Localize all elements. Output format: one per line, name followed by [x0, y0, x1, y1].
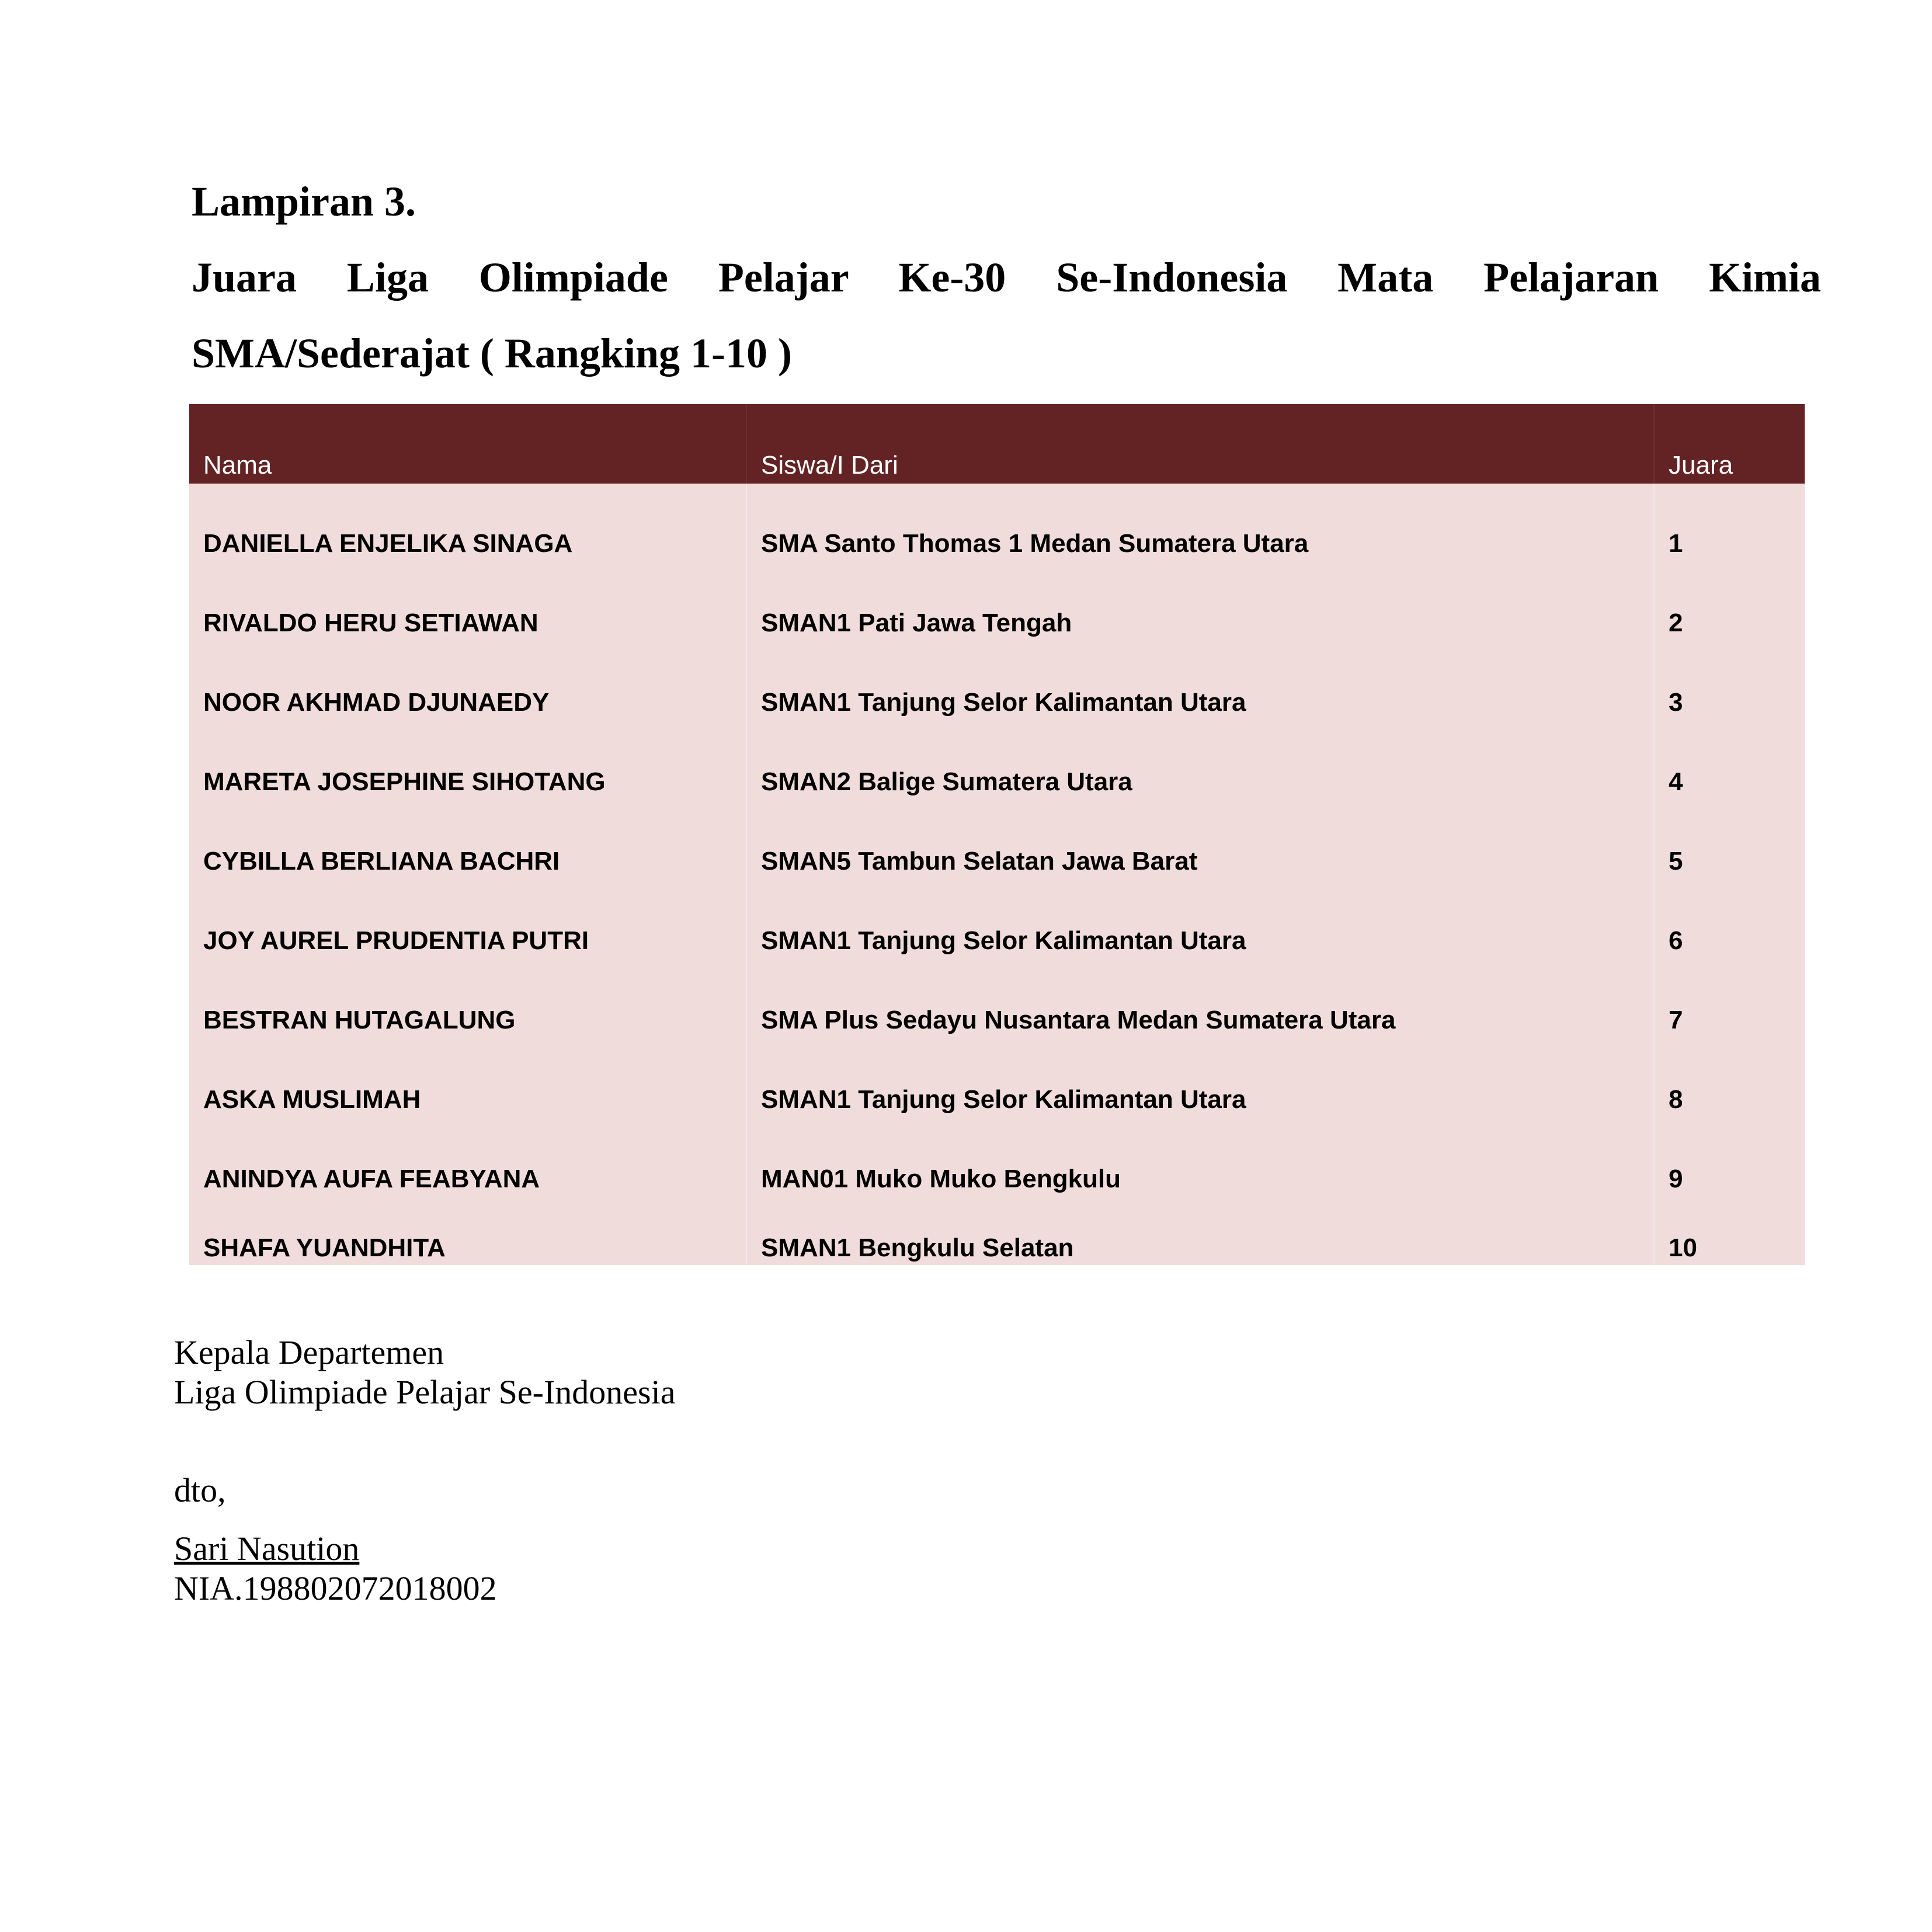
- signer-name: Sari Nasution: [174, 1530, 360, 1568]
- cell-juara: 7: [1669, 1006, 1683, 1034]
- table-row: [189, 801, 1805, 881]
- table-row: [189, 484, 1805, 563]
- cell-asal: SMAN5 Tambun Selatan Jawa Barat: [746, 801, 1654, 881]
- table-header-row: [189, 404, 1805, 484]
- cell-nama: BESTRAN HUTAGALUNG: [189, 960, 746, 1040]
- cell-asal: MAN01 Muko Muko Bengkulu: [746, 1119, 1654, 1198]
- document-title-line-1: Juara Liga Olimpiade Pelajar Ke-30 Se-Indonesia Mata Pelajaran Kimia: [192, 254, 1821, 301]
- table-row: [189, 642, 1805, 722]
- cell-juara: 1: [1669, 529, 1683, 558]
- cell-juara: 3: [1669, 688, 1683, 717]
- position-title: Kepala Departemen: [174, 1333, 444, 1371]
- cell-juara: 6: [1669, 926, 1683, 955]
- table-row: [189, 881, 1805, 960]
- dto-label: dto,: [174, 1471, 226, 1509]
- cell-nama: SHAFA YUANDHITA: [189, 1198, 746, 1265]
- cell-nama: ASKA MUSLIMAH: [189, 1040, 746, 1119]
- cell-nama: CYBILLA BERLIANA BACHRI: [189, 801, 746, 881]
- cell-nama: MARETA JOSEPHINE SIHOTANG: [189, 722, 746, 801]
- cell-juara: 4: [1669, 767, 1683, 796]
- column-header-juara: Juara: [1669, 451, 1733, 479]
- column-header-nama: Nama: [189, 404, 746, 484]
- column-header-asal: Siswa/I Dari: [746, 404, 1654, 484]
- cell-juara: 2: [1669, 609, 1683, 637]
- cell-juara: 5: [1669, 847, 1683, 875]
- appendix-label: Lampiran 3.: [192, 178, 416, 225]
- signer-id: NIA.198802072018002: [174, 1569, 497, 1607]
- cell-juara: 10: [1669, 1233, 1697, 1262]
- winners-table: [189, 404, 1805, 1265]
- cell-asal: SMAN1 Bengkulu Selatan: [746, 1198, 1654, 1265]
- table-row: [189, 563, 1805, 642]
- table-row: [189, 722, 1805, 801]
- cell-asal: SMAN1 Tanjung Selor Kalimantan Utara: [746, 1040, 1654, 1119]
- cell-asal: SMA Santo Thomas 1 Medan Sumatera Utara: [746, 484, 1654, 563]
- table-row: [189, 1198, 1805, 1265]
- table-row: [189, 960, 1805, 1040]
- cell-nama: NOOR AKHMAD DJUNAEDY: [189, 642, 746, 722]
- cell-nama: DANIELLA ENJELIKA SINAGA: [189, 484, 746, 563]
- cell-asal: SMAN1 Tanjung Selor Kalimantan Utara: [746, 642, 1654, 722]
- table-row: [189, 1040, 1805, 1119]
- cell-juara: 8: [1669, 1085, 1683, 1114]
- document-title-line-2: SMA/Sederajat ( Rangking 1-10 ): [192, 330, 792, 377]
- cell-asal: SMA Plus Sedayu Nusantara Medan Sumatera Utara: [746, 960, 1654, 1040]
- cell-nama: ANINDYA AUFA FEABYANA: [189, 1119, 746, 1198]
- cell-asal: SMAN1 Pati Jawa Tengah: [746, 563, 1654, 642]
- cell-asal: SMAN2 Balige Sumatera Utara: [746, 722, 1654, 801]
- cell-juara: 9: [1669, 1165, 1683, 1193]
- winners-table-container: [189, 404, 1805, 1265]
- table-row: [189, 1119, 1805, 1198]
- cell-nama: RIVALDO HERU SETIAWAN: [189, 563, 746, 642]
- cell-nama: JOY AUREL PRUDENTIA PUTRI: [189, 881, 746, 960]
- organization-name: Liga Olimpiade Pelajar Se-Indonesia: [174, 1373, 676, 1411]
- cell-asal: SMAN1 Tanjung Selor Kalimantan Utara: [746, 881, 1654, 960]
